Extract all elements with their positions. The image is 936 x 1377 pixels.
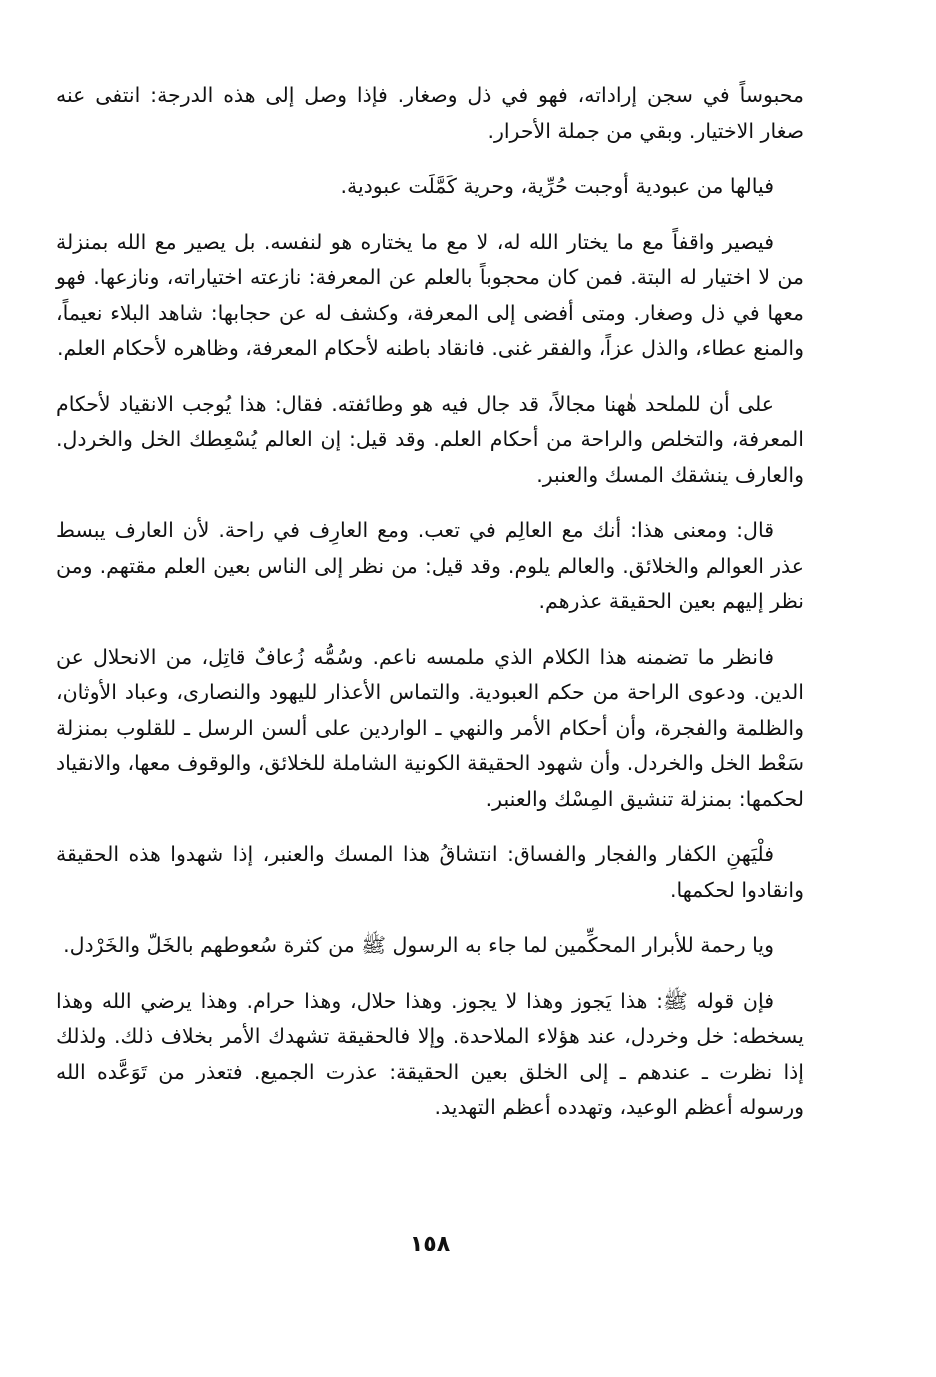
paragraph: قال: ومعنى هذا: أنك مع العالِم في تعب. ومع العارِف في راحة. لأن العارف يبسط عذر العوالم والخلائق. والعالم يلوم. وقد قيل: من نظر إلى الناس بعين العلم مقتهم. ومن نظر إليهم بعين الحقيقة عذرهم.	[56, 518, 804, 613]
page-body	[56, 78, 804, 1146]
paragraph: فلْيَهنِ الكفار والفجار والفساق: انتشاقُ هذا المسك والعنبر، إذا شهدوا هذه الحقيقة وانقادوا لحكمها.	[56, 842, 804, 902]
paragraph: فإن قوله ﷺ: هذا يَجوز وهذا لا يجوز. وهذا حلال، وهذا حرام. وهذا يرضي الله وهذا يسخطه: خل وخردل، عند هؤلاء الملاحدة. وإلا فالحقيقة تشهدك الأمر بخلاف ذلك. ولذلك إذا نظرت ـ عندهم ـ إلى الخلق بعين الحقيقة: عذرت الجميع. فتعذر من تَوَعَّده الله ورسوله أعظم الوعيد، وتهدده أعظم التهديد.	[56, 988, 804, 1119]
paragraph: ويا رحمة للأبرار المحكِّمين لما جاء به الرسول ﷺ من كثرة سُعوطهم بالخَلّ والخَرْدل.	[63, 933, 774, 957]
page-number: ١٥٨	[409, 1232, 451, 1257]
paragraph: فيصير واقفاً مع ما يختار الله له، لا مع ما يختاره هو لنفسه. بل يصير مع الله بمنزلة من لا اختيار له البتة. فمن كان محجوباً بالعلم عن المعرفة: نازعته اختياراته، ونازعها. فهو معها في ذل وصغار. ومتى أفضى إلى المعرفة، وكشف له عن حجابها: شاهد البلاء نعيماً، والمنع عطاء، والذل عزاً، والفقر غنى. فانقاد باطنه لأحكام المعرفة، وظاهره لأحكام العلم.	[56, 229, 804, 360]
paragraph: على أن للملحد هٰهنا مجالاً، قد جال فيه هو وطائفته. فقال: هذا يُوجب الانقياد لأحكام المعرفة، والتخلص والراحة من أحكام العلم. وقد قيل: إن العالم يُسْعِطك الخل والخردل. والعارف ينشقك المسك والعنبر.	[56, 391, 804, 487]
paragraph: فانظر ما تضمنه هذا الكلام الذي ملمسه ناعم. وسُمُّه زُعافٌ قاتِل، من الانحلال عن الدين. ودعوى الراحة من حكم العبودية. والتماس الأعذار لليهود والنصارى، وعباد الأوثان، والظلمة والفجرة، وأن أحكام الأمر والنهي ـ الواردين على ألسن الرسل ـ للقلوب بمنزلة سَعْط الخل والخردل. وأن شهود الحقيقة الكونية الشاملة للخلائق، والوقوف معها، والانقياد لحكمها: بمنزلة تنشيق المِسْك والعنبر.	[56, 644, 804, 811]
paragraph: فيالها من عبودية أوجبت حُرِّية، وحرية كَمَّلَت عبودية.	[340, 174, 774, 198]
paragraph: محبوساً في سجن إراداته، فهو في ذل وصغار. فإذا وصل إلى هذه الدرجة: انتفى عنه صغار الاختيار. وبقي من جملة الأحرار.	[56, 83, 804, 143]
